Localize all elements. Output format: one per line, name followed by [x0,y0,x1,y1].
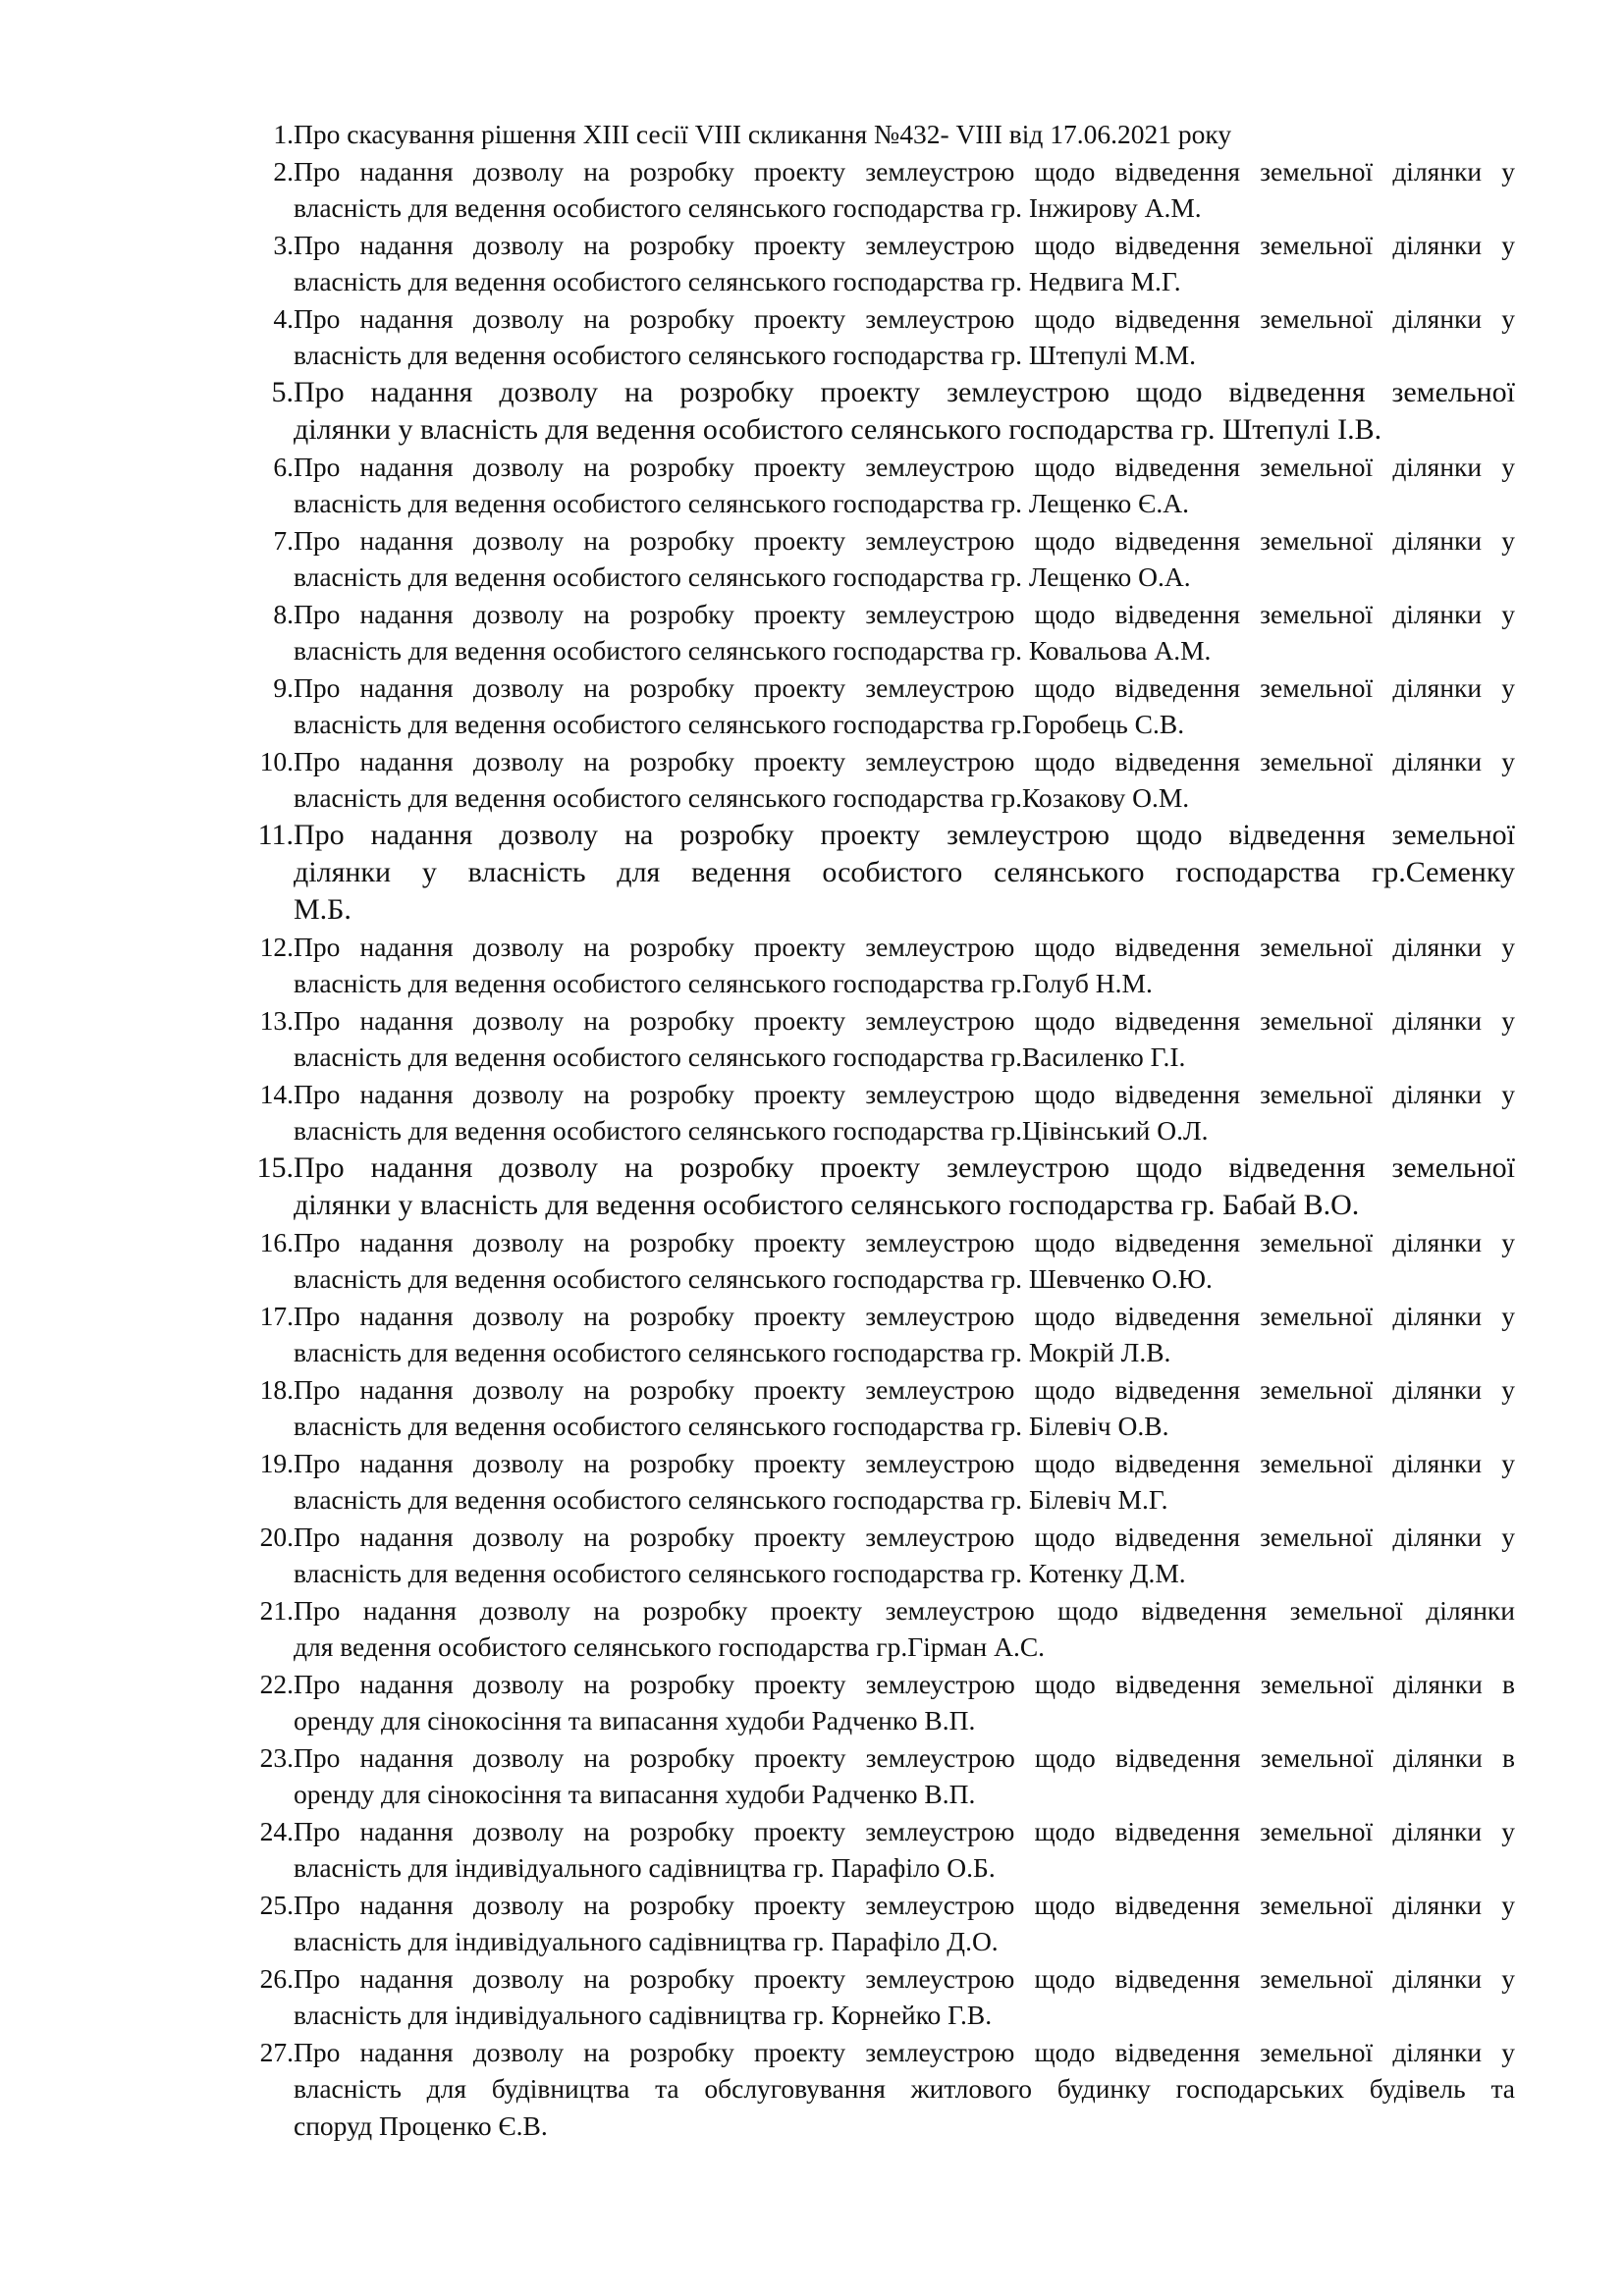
agenda-item-line: Про надання дозволу на розробку проекту землеустрою щодо відведення земельної ділянки у [294,229,1515,260]
agenda-item-line: власність для ведення особистого селянського господарства гр. Лещенко Є.А. [294,488,1189,518]
agenda-item-line: Про надання дозволу на розробку проекту землеустрою щодо відведення земельної ділянки в [294,1668,1515,1699]
agenda-item-text [294,1519,1515,1592]
agenda-item-number-cell [242,669,294,707]
agenda-item-line: Про надання дозволу на розробку проекту землеустрою щодо відведення земельної [294,1150,1515,1184]
agenda-item-line: власність для ведення особистого селянського господарства гр. Інжирову А.М. [294,192,1202,223]
agenda-item-text [294,449,1515,522]
agenda-item-number-cell [242,449,294,486]
agenda-item-line: власність для індивідуального садівництва гр. Парафіло О.Б. [294,1852,996,1883]
agenda-item [242,743,1518,817]
agenda-item-text [294,1813,1515,1887]
agenda-item-line: власність для ведення особистого селянського господарства гр. Ковальова А.М. [294,635,1212,666]
agenda-item-text [294,1149,1515,1224]
agenda-item-number-cell [242,1002,294,1040]
agenda-item [242,522,1518,596]
agenda-item [242,1076,1518,1149]
agenda-item-line: власність для ведення особистого селянського господарства гр.Козакову О.М. [294,782,1190,813]
agenda-item-number-cell [242,1445,294,1482]
agenda-item-number-cell [242,1739,294,1777]
agenda-item-text [294,300,1515,374]
agenda-item-line: Про надання дозволу на розробку проекту землеустрою щодо відведення земельної ділянки [294,1594,1515,1626]
agenda-item-number: 11. [257,818,294,851]
agenda-item-text [294,929,1515,1002]
agenda-item-text [294,1887,1515,1960]
agenda-item-number-cell [242,1666,294,1703]
agenda-item [242,1224,1518,1298]
agenda-item-line: Про надання дозволу на розробку проекту землеустрою щодо відведення земельної ділянки у [294,1962,1515,1994]
agenda-item-line: власність для ведення особистого селянського господарства гр. Мокрій Л.В. [294,1337,1171,1367]
agenda-item-number: 10. [259,745,294,776]
agenda-item-text [294,1666,1515,1739]
agenda-item-line: власність для ведення особистого селянського господарства гр.Василенко Г.І. [294,1041,1186,1072]
agenda-item [242,1960,1518,2034]
agenda-item-line: власність для ведення особистого селянського господарства гр.Горобець С.В. [294,709,1185,739]
agenda-item-text [294,1002,1515,1076]
agenda-item [242,374,1518,449]
agenda-item-text [294,153,1515,227]
agenda-item-text [294,1298,1515,1371]
agenda-item-number: 4. [273,302,294,334]
agenda-item-line: ділянки у власність для ведення особистого селянського господарства гр. Штепулі І.В. [294,412,1382,446]
agenda-item-number: 17. [259,1300,294,1331]
agenda-item-line: споруд Проценко Є.В. [294,2109,548,2141]
agenda-item [242,449,1518,522]
agenda-item [242,1149,1518,1224]
agenda-item [242,817,1518,929]
agenda-item [242,2034,1518,2145]
agenda-item-number: 15. [256,1150,294,1184]
agenda-item-text [294,596,1515,669]
agenda-item [242,1002,1518,1076]
agenda-item-line: власність для ведення особистого селянського господарства гр. Котенку Д.М. [294,1558,1186,1588]
agenda-item-number-cell [242,596,294,633]
agenda-item-number: 5. [271,375,294,408]
agenda-item-text [294,1960,1515,2034]
agenda-item-line: Про скасування рішення XIII сесії VIII скликання №432- VIII від 17.06.2021 року [294,119,1232,149]
agenda-item-number: 24. [259,1815,294,1846]
agenda-item-line: Про надання дозволу на розробку проекту землеустрою щодо відведення земельної ділянки у [294,671,1515,703]
agenda-item-line: Про надання дозволу на розробку проекту землеустрою щодо відведення земельної ділянки у [294,1521,1515,1552]
agenda-item-line: оренду для сінокосіння та випасання худоби Радченко В.П. [294,1705,976,1735]
agenda-item-text [294,1739,1515,1813]
agenda-item-number-cell [242,153,294,190]
agenda-item [242,153,1518,227]
agenda-item-number: 7. [273,524,294,556]
agenda-item-line: власність для ведення особистого селянського господарства гр. Білевіч О.В. [294,1411,1169,1441]
agenda-item-line: Про надання дозволу на розробку проекту землеустрою щодо відведення земельної ділянки у [294,931,1515,962]
agenda-item-number: 18. [259,1373,294,1405]
agenda-item-number: 1. [273,119,294,149]
agenda-item-number-cell [242,1149,294,1187]
agenda-item-line: Про надання дозволу на розробку проекту землеустрою щодо відведення земельної ділянки у [294,1815,1515,1846]
agenda-item-line: Про надання дозволу на розробку проекту землеустрою щодо відведення земельної ділянки у [294,451,1515,482]
agenda-item [242,596,1518,669]
agenda-item-line: оренду для сінокосіння та випасання худоби Радченко В.П. [294,1779,976,1809]
agenda-item-text [294,1076,1515,1149]
agenda-item-number: 19. [259,1447,294,1478]
agenda-item-number-cell [242,1076,294,1113]
agenda-item-number: 14. [259,1078,294,1109]
agenda-item [242,1298,1518,1371]
agenda-item-line: ділянки у власність для ведення особистого селянського господарства гр.Семенку [294,855,1515,888]
agenda-item-line: Про надання дозволу на розробку проекту землеустрою щодо відведення земельної ділянки у [294,1004,1515,1036]
agenda-item-number: 27. [259,2036,294,2067]
agenda-item-text [294,1371,1515,1445]
agenda-item-line: Про надання дозволу на розробку проекту землеустрою щодо відведення земельної ділянки у [294,1300,1515,1331]
agenda-item-number-cell [242,2034,294,2071]
agenda-item-number-cell [242,743,294,780]
agenda-item-text [294,743,1515,817]
agenda-item-number: 23. [259,1741,294,1773]
agenda-item-line: Про надання дозволу на розробку проекту землеустрою щодо відведення земельної ділянки у [294,1373,1515,1405]
agenda-item [242,1666,1518,1739]
agenda-item [242,1371,1518,1445]
agenda-item-line: власність для індивідуального садівництва гр. Парафіло Д.О. [294,1926,999,1956]
agenda-item-number-cell [242,1519,294,1556]
agenda-item [242,300,1518,374]
agenda-item-line: Про надання дозволу на розробку проекту землеустрою щодо відведення земельної ділянки у [294,1226,1515,1257]
agenda-item-line: власність для будівництва та обслуговування житлового будинку господарських будівель та [294,2073,1515,2104]
agenda-item-number-cell [242,1592,294,1629]
agenda-item-line: Про надання дозволу на розробку проекту землеустрою щодо відведення земельної ділянки у [294,2036,1515,2067]
agenda-item-line: власність для ведення особистого селянського господарства гр. Шевченко О.Ю. [294,1263,1213,1294]
agenda-item-line: власність для ведення особистого селянського господарства гр.Цівінський О.Л. [294,1115,1209,1146]
agenda-item-text [294,374,1515,449]
agenda-item-number: 12. [259,931,294,962]
agenda-item-number: 3. [273,229,294,260]
agenda-item [242,1887,1518,1960]
agenda-list [242,116,1518,2144]
agenda-item-number-cell [242,1813,294,1850]
agenda-item-number-cell [242,116,294,153]
agenda-item [242,1519,1518,1592]
agenda-item [242,1445,1518,1519]
agenda-item-number: 21. [259,1594,294,1626]
agenda-item-number: 25. [259,1889,294,1920]
agenda-item-line: власність для ведення особистого селянського господарства гр. Штепулі М.М. [294,340,1196,370]
agenda-item-line: Про надання дозволу на розробку проекту землеустрою щодо відведення земельної ділянки у [294,1889,1515,1920]
agenda-item-number-cell [242,929,294,966]
agenda-item-number: 2. [273,155,294,187]
agenda-item-line: Про надання дозволу на розробку проекту землеустрою щодо відведення земельної ділянки у [294,524,1515,556]
agenda-item-line: Про надання дозволу на розробку проекту землеустрою щодо відведення земельної [294,375,1515,408]
agenda-item-line: Про надання дозволу на розробку проекту землеустрою щодо відведення земельної ділянки у [294,1447,1515,1478]
agenda-item-text [294,116,1515,153]
agenda-item-line: Про надання дозволу на розробку проекту землеустрою щодо відведення земельної ділянки у [294,155,1515,187]
agenda-item-number: 26. [259,1962,294,1994]
agenda-item-line: власність для ведення особистого селянського господарства гр. Недвига М.Г. [294,266,1181,296]
agenda-item-line: Про надання дозволу на розробку проекту землеустрою щодо відведення земельної ділянки у [294,598,1515,629]
agenda-item-text [294,227,1515,300]
agenda-item-line: Про надання дозволу на розробку проекту землеустрою щодо відведення земельної ділянки у [294,302,1515,334]
agenda-item-number: 16. [259,1226,294,1257]
agenda-item-text [294,669,1515,743]
agenda-item [242,1592,1518,1666]
agenda-item [242,1739,1518,1813]
agenda-item-text [294,2034,1515,2145]
agenda-item [242,669,1518,743]
agenda-item-line: М.Б. [294,892,352,926]
agenda-item-text [294,1592,1515,1666]
agenda-item-number: 8. [273,598,294,629]
agenda-item-line: Про надання дозволу на розробку проекту землеустрою щодо відведення земельної ділянки у [294,1078,1515,1109]
agenda-item-number-cell [242,227,294,264]
agenda-item-number-cell [242,1298,294,1335]
agenda-item-line: власність для ведення особистого селянського господарства гр. Лещенко О.А. [294,561,1191,592]
agenda-item [242,1813,1518,1887]
agenda-item-number: 13. [259,1004,294,1036]
agenda-item-number: 9. [273,671,294,703]
agenda-item-text [294,817,1515,929]
agenda-item-number-cell [242,374,294,411]
agenda-item-number: 22. [259,1668,294,1699]
agenda-item-line: ділянки у власність для ведення особистого селянського господарства гр. Бабай В.О. [294,1188,1360,1221]
agenda-item-number-cell [242,1371,294,1409]
agenda-item-line: Про надання дозволу на розробку проекту землеустрою щодо відведення земельної [294,818,1515,851]
agenda-item [242,929,1518,1002]
agenda-item-line: власність для ведення особистого селянського господарства гр. Білевіч М.Г. [294,1484,1168,1515]
agenda-item-number: 6. [273,451,294,482]
agenda-item-text [294,1445,1515,1519]
agenda-item [242,116,1518,153]
agenda-item-number-cell [242,1224,294,1261]
agenda-item-line: власність для ведення особистого селянського господарства гр.Голуб Н.М. [294,968,1153,998]
agenda-item-number: 20. [259,1521,294,1552]
agenda-item-number-cell [242,1887,294,1924]
agenda-item-number-cell [242,1960,294,1998]
agenda-item-number-cell [242,300,294,338]
agenda-item-number-cell [242,817,294,854]
agenda-item-line: для ведення особистого селянського господарства гр.Гірман А.С. [294,1631,1046,1662]
agenda-item-number-cell [242,522,294,560]
agenda-item [242,227,1518,300]
agenda-item-line: власність для індивідуального садівництва гр. Корнейко Г.В. [294,2000,993,2030]
agenda-item-line: Про надання дозволу на розробку проекту землеустрою щодо відведення земельної ділянки в [294,1741,1515,1773]
agenda-item-text [294,1224,1515,1298]
agenda-item-text [294,522,1515,596]
agenda-item-line: Про надання дозволу на розробку проекту землеустрою щодо відведення земельної ділянки у [294,745,1515,776]
